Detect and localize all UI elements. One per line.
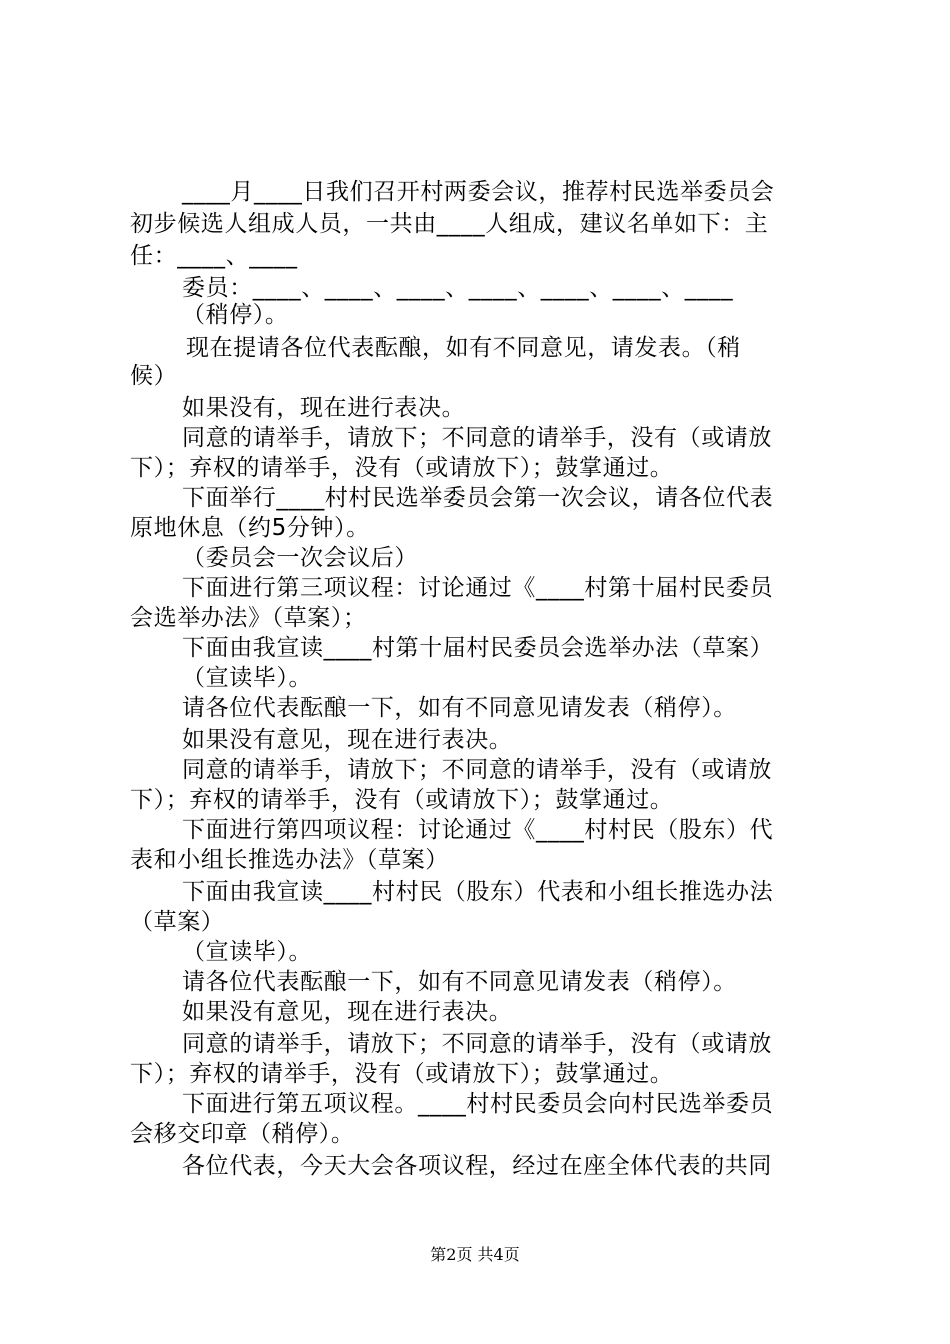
text-line: 下面由我宣读____村村民（股东）代表和小组长推选办法 [182,879,774,905]
text-line: 同意的请举手，请放下；不同意的请举手，没有（或请放 [182,757,772,783]
text-line: 表和小组长推选办法》（草案） [130,847,449,873]
page-number-footer: 第2页 共4页 [430,1245,520,1264]
text-line: 初步候选人组成人员，一共由____人组成，建议名单如下：主 [130,211,769,237]
text-line: 下）；弃权的请举手，没有（或请放下）；鼓掌通过。 [130,455,674,481]
text-line: （宣读毕）。 [182,665,313,691]
text-line: 委员：____、____、____、____、____、____、____ [182,275,734,301]
text-line: 现在提请各位代表酝酿，如有不同意见，请发表。（稍 [186,335,741,361]
text-line: （委员会一次会议后） [182,545,418,571]
text-line: 如果没有，现在进行表决。 [182,395,466,421]
text-line: 下面进行第三项议程：讨论通过《____村第十届村民委员 [182,575,774,601]
text-line: 同意的请举手，请放下；不同意的请举手，没有（或请放 [182,1031,772,1057]
text-line: 请各位代表酝酿一下，如有不同意见请发表（稍停）。 [182,695,737,721]
text-line: 下）；弃权的请举手，没有（或请放下）；鼓掌通过。 [130,1061,674,1087]
text-line: 下面进行第四项议程：讨论通过《____村村民（股东）代 [182,817,774,843]
text-line: 如果没有意见，现在进行表决。 [182,727,513,753]
text-line: 任：____、____ [130,243,298,269]
text-line: （稍停）。 [182,302,289,328]
text-line: 请各位代表酝酿一下，如有不同意见请发表（稍停）。 [182,969,737,995]
text-line: 如果没有意见，现在进行表决。 [182,999,513,1025]
text-line: 原地休息（约5分钟）。 [130,515,370,541]
text-line: 会选举办法》（草案）； [130,605,367,631]
text-line: 下面由我宣读____村第十届村民委员会选举办法（草案） [182,635,774,661]
text-line: （宣读毕）。 [182,939,313,965]
text-line: 各位代表，今天大会各项议程，经过在座全体代表的共同 [182,1153,772,1179]
text-line: ____月____日我们召开村两委会议，推荐村民选举委员会 [182,179,775,205]
text-line: 下）；弃权的请举手，没有（或请放下）；鼓掌通过。 [130,787,674,813]
text-line: 同意的请举手，请放下；不同意的请举手，没有（或请放 [182,425,772,451]
text-line: 会移交印章（稍停）。 [130,1121,355,1147]
text-line: 候） [130,363,178,389]
text-line: 下面举行____村村民选举委员会第一次会议，请各位代表 [182,485,774,511]
text-line: （草案） [130,909,225,935]
text-line: 下面进行第五项议程。____村村民委员会向村民选举委员 [182,1091,774,1117]
